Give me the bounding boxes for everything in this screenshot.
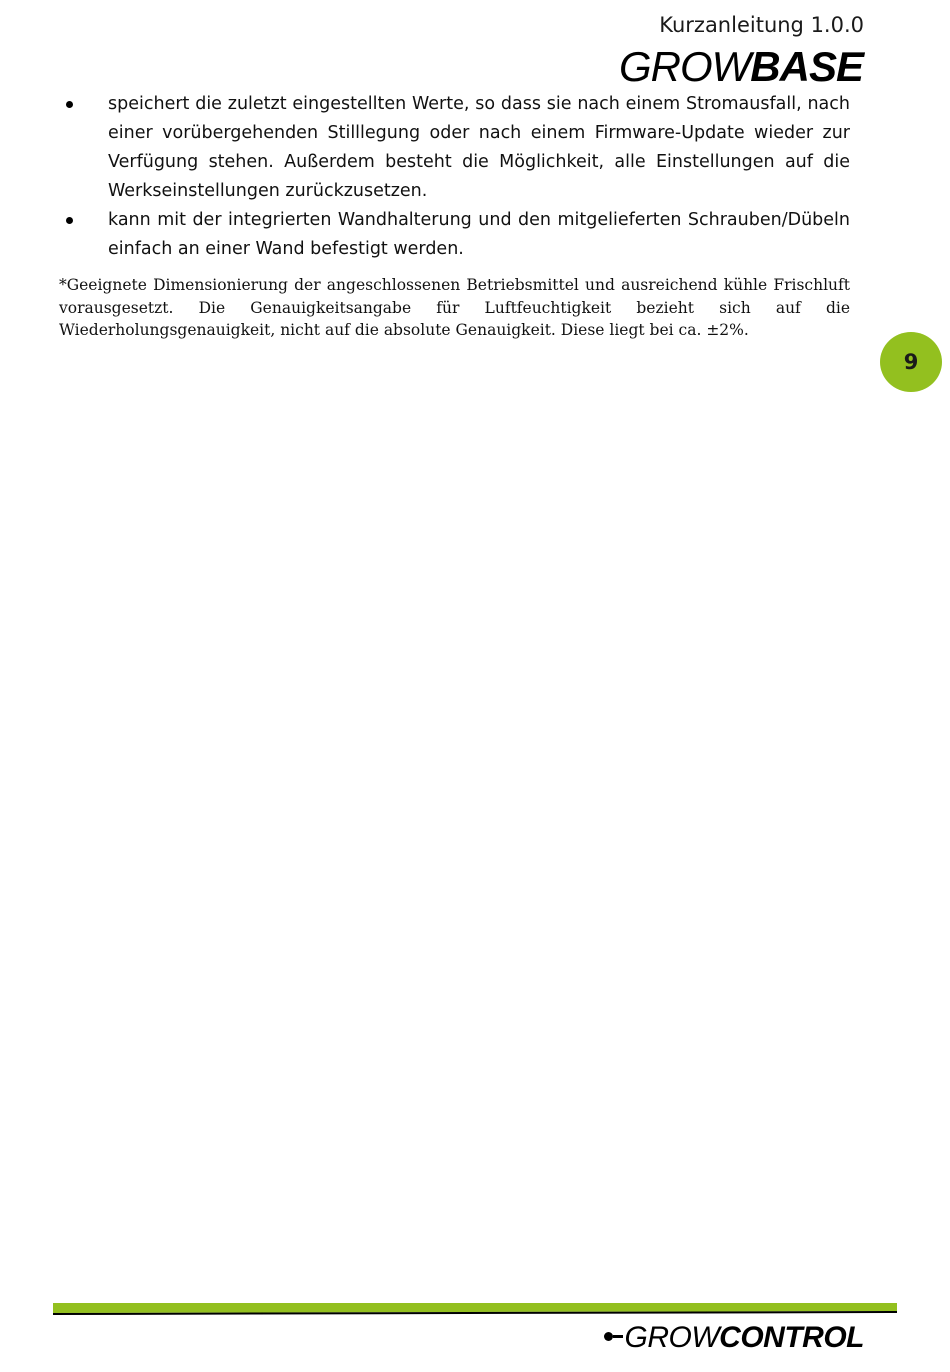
logo-dot-icon [604, 1332, 613, 1341]
footer-stripe [53, 1303, 897, 1319]
bullet-icon [66, 217, 73, 224]
list-item-text: kann mit der integrierten Wandhalterung und den mitgelieferten Schrauben/Dübeln einfach an einer Wand befestigt werden. [108, 210, 850, 259]
bullet-icon [66, 101, 73, 108]
list-item [60, 90, 850, 206]
logo-dash-icon [613, 1335, 623, 1338]
feature-list [60, 90, 850, 264]
list-item [60, 206, 850, 264]
page-number-badge [880, 332, 942, 392]
footnote: *Geeignete Dimensionierung der angeschlossenen Betriebsmittel und ausreichend kühle Frischluft vorausgesetzt. Die Genauigkeitsangabe für Luftfeuchtigkeit bezieht sich auf die Wiederholungsgenauigkeit, nicht auf die absolute Genauigkeit. Diese liegt bei ca. ±2%. [59, 276, 850, 339]
footer-logo-part-control: CONTROL [719, 1321, 864, 1354]
growcontrol-logo [604, 1318, 864, 1358]
logo-part-base: BASE [750, 43, 863, 90]
document-subtitle: Kurzanleitung 1.0.0 [659, 13, 864, 37]
page-number: 9 [903, 350, 919, 374]
logo-part-grow: GROW [618, 43, 751, 90]
growbase-logo [619, 44, 863, 90]
footer-logo-part-grow: GROW [624, 1321, 720, 1354]
list-item-text: speichert die zuletzt eingestellten Werte, so dass sie nach einem Stromausfall, nach einer vorübergehenden Stilllegung oder nach einem Firmware-Update wieder zur Verfügung stehen. Außerdem besteht die Möglichkeit, alle Einstellungen auf die Werkseinstellungen zurückzusetzen. [108, 94, 850, 201]
